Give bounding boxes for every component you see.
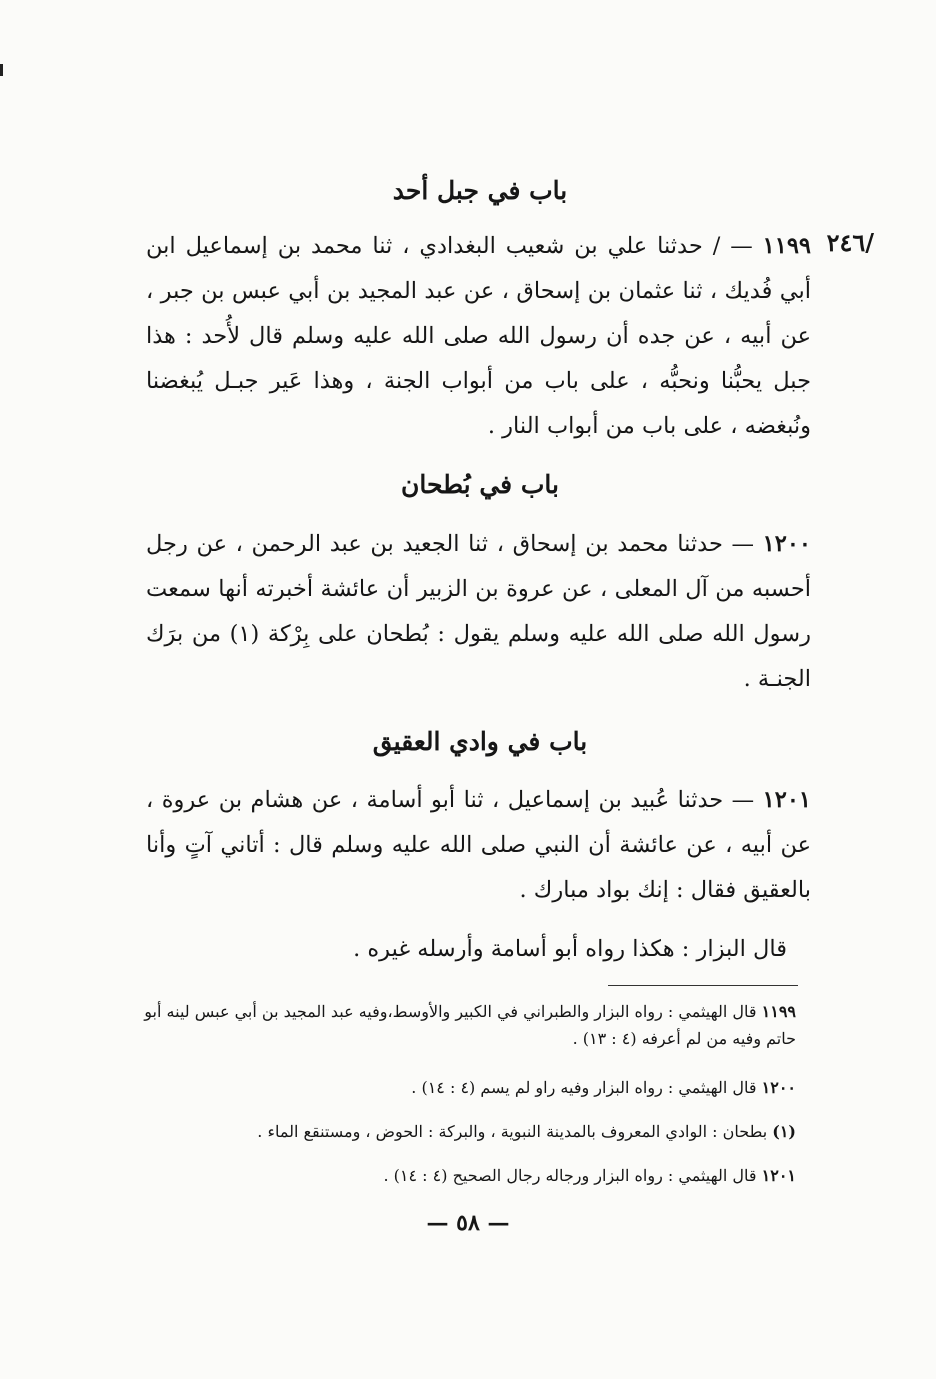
hadith-text: — / حدثنا علي بن شعيب البغدادي ، ثنا محمد بن إسماعيل ابن أبي فُديك ، ثنا عثمان بن إسحاق ، عن عبد المجيد بن أبي عبس بن جبر ، عن أبيه ، عن جده أن رسول الله صلى الله عليه وسلم قال لأُحد : هذا جبل يحبُّنا ونحبُّه ، على باب من أبواب الجنة ، وهذا عَير جبـل يُبغضنا ونُبغضه ، على باب من أبواب النار . — [146, 233, 811, 439]
scan-artifact — [0, 64, 3, 76]
hadith-text: — حدثنا عُبيد بن إسماعيل ، ثنا أبو أسامة ، عن هشام بن عروة ، عن أبيه ، عن عائشة أن النبي صلى الله عليه وسلم قال : أتاني آتٍ وأنا بالعقيق فقال : إنك بواد مبارك . — [146, 787, 811, 903]
footnote-text: قال الهيثمي : رواه البزار ورجاله رجال الصحيح (٤ : ١٤) . — [383, 1166, 762, 1185]
footnote-text: بطحان : الوادي المعروف بالمدينة النبوية ، والبركة : الحوض ، ومستنقع الماء . — [257, 1122, 773, 1141]
section-heading-wadi-al-aqiq: باب في وادي العقيق — [372, 727, 588, 756]
footnote-butahan-definition — [120, 1118, 796, 1145]
footnote-separator — [608, 985, 798, 986]
section-heading-buthan: باب في بُطحان — [401, 470, 559, 499]
footnote-1201 — [120, 1162, 796, 1189]
footnote-number: ١٢٠١ — [761, 1166, 796, 1185]
hadith-number: ١١٩٩ — [762, 233, 811, 259]
margin-page-reference: /٢٤٦ — [826, 228, 874, 257]
footnote-number: (١) — [772, 1122, 796, 1141]
bazzar-remark: قال البزار : هكذا رواه أبو أسامة وأرسله غيره . — [353, 936, 787, 962]
footnote-1200 — [120, 1074, 796, 1101]
footnote-1199 — [120, 998, 796, 1052]
hadith-1200 — [146, 522, 811, 702]
page-number: — ٥٨ — — [426, 1210, 510, 1236]
footnote-number: ١١٩٩ — [761, 1002, 796, 1021]
hadith-1201 — [146, 778, 811, 913]
hadith-text: — حدثنا محمد بن إسحاق ، ثنا الجعيد بن عبد الرحمن ، عن رجل أحسبه من آل المعلى ، عن عروة بن الزبير أن عائشة أخبرته أنها سمعت رسول الله صلى الله عليه وسلم يقول : بُطحان على بِرْكة (١) من برَك الجنـة . — [146, 531, 811, 692]
footnote-text: قال الهيثمي : رواه البزار والطبراني في الكبير والأوسط،وفيه عبد المجيد بن أبي عبس لينه أبو حاتم وفيه من لم أعرفه (٤ : ١٣) . — [144, 1002, 796, 1048]
section-heading-jabal-uhud: باب في جبل أحد — [392, 176, 568, 205]
footnote-number: ١٢٠٠ — [761, 1078, 796, 1097]
hadith-number: ١٢٠١ — [762, 787, 811, 813]
hadith-number: ١٢٠٠ — [762, 531, 811, 557]
hadith-1199 — [146, 224, 811, 449]
footnote-text: قال الهيثمي : رواه البزار وفيه راو لم يسم (٤ : ١٤) . — [411, 1078, 762, 1097]
